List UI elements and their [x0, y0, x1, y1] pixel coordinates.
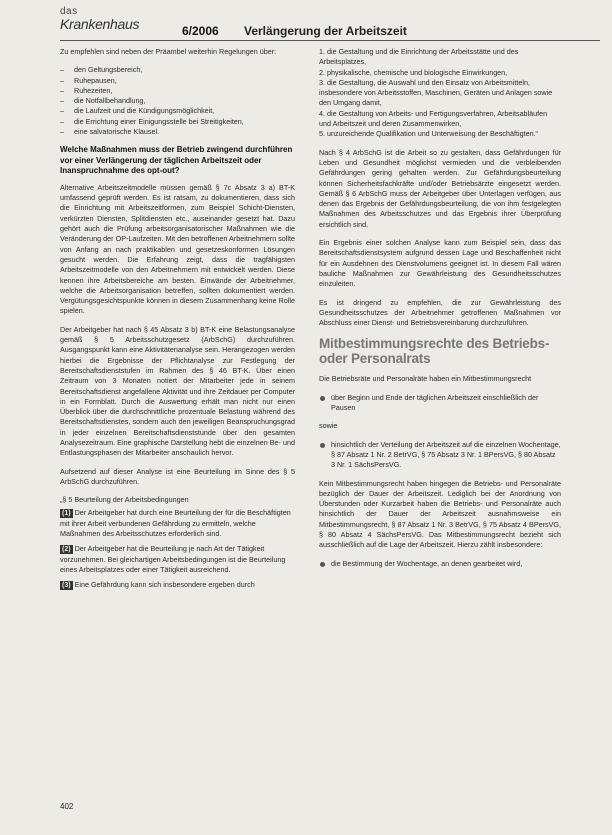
list-item: – Ruhezeiten, — [60, 86, 295, 96]
list-item: – die Laufzeit und die Kündigungsmöglichkeit, — [60, 106, 295, 116]
paragraph: Die Betriebsräte und Personalräte haben ein Mitbestimmungsrecht — [319, 374, 532, 384]
logo-das: das — [60, 6, 78, 17]
paragraph: Ein Ergebnis einer solchen Analyse kann zum Beispiel sein, dass das Bereitschaftsdienstsystem aufgrund dessen Lage und Beschaffenheit nicht für ein Ausdehnen des Dienstvolumens geeignet ist. In diesem Fall wären bauliche Maßnahmen zur Gewährleistung des Gesundheitsschutzes einzuleiten. — [319, 238, 561, 289]
list-item: 4. die Gestaltung von Arbeits- und Fertigungsverfahren, Arbeitsabläufen und Arbeitszeit und deren Zusammenwirken, — [319, 108, 548, 129]
bullet-list — [319, 440, 561, 471]
law-item-text: Der Arbeitgeber hat die Beurteilung je nach Art der Tätigkeit vorzunehmen. Bei gleichartigen Arbeitsbedingungen ist die Beurteilung eines Arbeitsplatzes oder einer Tätigkeit ausreichend. — [60, 544, 286, 574]
law-item — [60, 580, 295, 590]
list-item: – die Errichtung einer Einigungsstelle bei Streitigkeiten, — [60, 117, 295, 127]
sowie-text: sowie — [319, 421, 338, 431]
section-heading: Mitbestimmungsrechte des Betriebs- oder Personalrats — [319, 336, 550, 367]
law-title: „§ 5 Beurteilung der Arbeitsbedingungen — [60, 495, 189, 505]
left-column — [60, 47, 295, 599]
intro-text: Zu empfehlen sind neben der Präambel weiterhin Regelungen über: — [60, 47, 277, 56]
list-item: 1. die Gestaltung und die Einrichtung der Arbeitsstätte und des Arbeitsplatzes, — [319, 47, 519, 67]
hazard-list — [319, 47, 561, 140]
issue-number: 6/2006 — [182, 24, 219, 38]
page-number: 402 — [60, 802, 74, 811]
law-item-text: Eine Gefährdung kann sich insbesondere ergeben durch — [74, 580, 255, 590]
right-column — [319, 47, 561, 577]
list-item: – eine salvatorische Klausel. — [60, 127, 295, 137]
journal-logo — [60, 6, 140, 38]
paragraph: Der Arbeitgeber hat nach § 45 Absatz 3 b) BT-K eine Belastungsanalyse gemäß § 5 Arbeitsschutzgesetz (ArbSchG) durchzuführen. Ausgangspunkt kann eine Aktivitätenanalyse sein. Herangezogen werden hierbei die Ergebnisse der Pflichtanalyse zur Festlegung der Bereitschaftsdienststufen im Rahmen des § 46 BT-K. Über einen Zeitraum von 3 Monaten notiert der Mitarbeiter jede in seinem Bereitschaftsdienst angefallene Aktivität und ihre Zeitdauer per Computer in ein Formblatt. Durch die Auswertung erhält man nicht nur einen Überblick über die durchschnittliche prozentuale Belastung während des Bereitschaftsdienstes, sondern auch den jeweiligen Beanspruchungsgrad in jeder einzelnen Bereitschaftsdienststunde über den gesamten Analysezeitraum. Eine graphische Darstellung hebt die einzelnen Be- und Entlastungsphasen der Mitarbeiter anschaulich hervor. — [60, 324, 295, 458]
scope-list — [60, 65, 295, 137]
law-item-number: (2) — [62, 546, 71, 554]
law-item-number: (3) — [62, 582, 71, 590]
bullet-list — [319, 559, 561, 569]
law-item-number: (1) — [62, 510, 71, 518]
list-item: 3. die Gestaltung, die Auswahl und den Einsatz von Arbeitsmitteln, insbesondere von Arbeitsstoffen, Maschinen, Geräten und Anlagen sowie den Umgang damit, — [319, 77, 553, 108]
law-list — [60, 508, 295, 590]
law-item-text: Der Arbeitgeber hat durch eine Beurteilung der für die Beschäftigten mit ihrer Arbeit verbundenen Gefährdung zu ermitteln, welche Maßnahmen des Arbeitsschutzes erforderlich sind. — [60, 508, 291, 539]
paragraph: Nach § 4 ArbSchG ist die Arbeit so zu gestalten, dass Gefährdungen für Leben und Gesundheit möglichst vermieden und die verbleibenden Gefährdungen gering gehalten werden. Zur Gefährdungsbeurteilung können Sicherheitsfachkräfte und/oder Betriebsärzte eingesetzt werden. Gemäß § 6 ArbSchG muss der Arbeitgeber über Unterlagen verfügen, aus denen das Ergebnis der Gefährdungsbeurteilung, die von ihm festgelegten Maßnahmen des Arbeitsschutzes und das Ergebnis ihrer Überprüfung ersichtlich sind. — [319, 147, 561, 229]
list-item: 2. physikalische, chemische und biologische Einwirkungen, — [319, 67, 508, 77]
paragraph: Aufsetzend auf dieser Analyse ist eine Beurteilung im Sinne des § 5 ArbSchG durchzuführen. — [60, 466, 295, 486]
bullet-item: die Bestimmung der Wochentage, an denen gearbeitet wird, — [319, 559, 561, 569]
bullet-item: hinsichtlich der Verteilung der Arbeitszeit auf die einzelnen Wochentage, § 87 Absatz 1 Nr. 2 BetrVG, § 75 Absatz 3 Nr. 1 BPersVG, § 80 Absatz 3 Nr. 1 SächsPersVG. — [319, 440, 561, 471]
list-item: – den Geltungsbereich, — [60, 65, 295, 75]
law-item — [60, 544, 295, 575]
law-item — [60, 508, 295, 539]
list-item: 5. unzureichende Qualifikation und Unterweisung der Beschäftigten.“ — [319, 129, 538, 139]
logo-name: Krankenhaus — [60, 16, 140, 32]
page-header — [60, 6, 600, 41]
paragraph: Kein Mitbestimmungsrecht haben hingegen die Betriebs- und Personalräte bezüglich der Dauer der Arbeitszeit. Lediglich bei der Anordnung von Überstunden oder Kurzarbeit haben die Betriebs- und Personalräte auch hinsichtlich der Dauer der Arbeitszeit ausnahmsweise ein Mitbestimmungsrecht, § 87 Absatz 1 Nr. 3 BetrVG, § 75 Absatz 4 BPersVG, § 80 Absatz 4 SächsPersVG. Das Mitbestimmungsrecht bezieht sich ausschließlich auf die Lage der Arbeitszeit. Hierzu zählt insbesondere: — [319, 478, 561, 550]
paragraph: Alternative Arbeitszeitmodelle müssen gemäß § 7c Absatz 3 a) BT-K umfassend geprüft werden. Es ist ratsam, zu dokumentieren, dass sich die Einrichtung mit Arbeitszeitformen, zum Beispiel Schicht-Diensten, verkürzten Diensten, Splitdiensten etc., auseinander gesetzt hat. Dazu gehört auch die Prüfung arbeitsorganisatorischer Maßnahmen wie die Veränderung der OP-Laufzeiten. Mit den betroffenen Arbeitnehmern sollte von Anfang an nach praktikablen und gesetzeskonformen Lösungen gesucht werden. Die Erfahrung zeigt, dass die tragfähigsten Arbeitszeitmodelle von den Arbeitnehmern mit entwickelt werden. Diese kennen ihre Arbeitsbereiche am besten. Einwände der Arbeitnehmer, welche die Arbeitsorganisation betreffen, sollten dokumentiert werden. Vergütungsgesichtspunkte können in diesem Zusammenhang keine Rolle spielen. — [60, 182, 295, 316]
paragraph: Es ist dringend zu empfehlen, die zur Gewährleistung des Gesundheitsschutzes der Arbeitnehmer getroffenen Maßnahmen vor Abschluss einer Dienst- und Betriebsvereinbarung durchzuführen. — [319, 297, 561, 328]
list-item: – Ruhepausen, — [60, 76, 295, 86]
question-heading: Welche Maßnahmen muss der Betrieb zwingend durchführen vor einer Verlängerung der täglichen Arbeitszeit oder Inanspruchnahme des opt-out? — [60, 145, 293, 176]
bullet-list — [319, 393, 561, 414]
running-title: Verlängerung der Arbeitszeit — [244, 24, 407, 38]
list-item: – die Notfallbehandlung, — [60, 96, 295, 106]
bullet-item: über Beginn und Ende der täglichen Arbeitszeit einschließlich der Pausen — [319, 393, 561, 414]
